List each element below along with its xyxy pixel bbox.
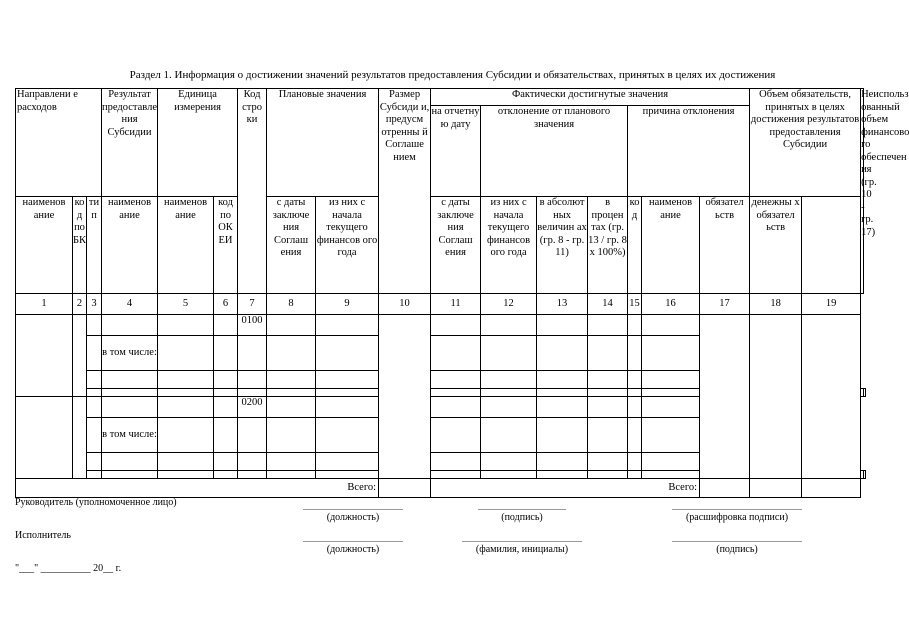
subheader-bk-code: ко д по БК: [73, 197, 87, 294]
column-number: 10: [379, 294, 431, 315]
column-number: 1: [16, 294, 73, 315]
executor-signature-caption: (подпись): [716, 544, 758, 555]
total-label: Всего:: [16, 479, 379, 498]
subheader-planned-since-agreement: с даты заключе ния Соглаш ения: [267, 197, 316, 294]
subheader-result-name: наименов ание: [102, 197, 158, 294]
subheader-obligations: обязател ьств: [700, 197, 750, 294]
subheader-absolute: в абсолют ных величин ах (гр. 8 - гр. 11): [537, 197, 588, 294]
subheader-money-obligations: денежны х обязател ьств: [750, 197, 802, 294]
column-number: 2: [73, 294, 87, 315]
column-number: 7: [238, 294, 267, 315]
column-number: 17: [700, 294, 750, 315]
header-unit: Единица измерения: [158, 89, 238, 197]
column-number: 3: [87, 294, 102, 315]
head-position-line[interactable]: [303, 509, 403, 510]
header-result: Результат предоставле ния Субсидии: [102, 89, 158, 197]
line-code-0200: 0200: [238, 397, 267, 418]
head-position-caption: (должность): [326, 512, 380, 523]
head-decoding-line[interactable]: [672, 509, 802, 510]
executor-label: Исполнитель: [15, 530, 71, 541]
executor-position-line[interactable]: [303, 541, 403, 542]
line-code-0100: 0100: [238, 315, 267, 336]
executor-signature-line[interactable]: [672, 541, 802, 542]
subheader-okei: код по ОК ЕИ: [214, 197, 238, 294]
subheader-unit-name: наименов ание: [158, 197, 214, 294]
head-signature-line[interactable]: [478, 509, 566, 510]
subheader-type: ти п: [87, 197, 102, 294]
header-planned: Плановые значения: [267, 89, 379, 197]
header-actual: Фактически достигнутые значения: [431, 89, 750, 106]
including-label: в том числе:: [102, 336, 158, 371]
column-number: 12: [481, 294, 537, 315]
subheader-direction-name: наименов ание: [16, 197, 73, 294]
executor-name-line[interactable]: [462, 541, 582, 542]
date-line[interactable]: "___" __________ 20__ г.: [15, 563, 122, 574]
header-direction: Направлени е расходов: [16, 89, 102, 197]
head-signature-caption: (подпись): [501, 512, 543, 523]
subheader-actual-since-agreement: с даты заключе ния Соглаш ения: [431, 197, 481, 294]
column-number: 8: [267, 294, 316, 315]
executor-name-caption: (фамилия, инициалы): [475, 544, 569, 555]
column-number: 19: [802, 294, 861, 315]
header-on-date: на отчетну ю дату: [431, 106, 481, 197]
subheader-reason-name: наименов ание: [642, 197, 700, 294]
column-number: 6: [214, 294, 238, 315]
header-subsidy-size: Размер Субсиди и, предусм отренны й Соглаше нием: [379, 89, 431, 294]
header-reason: причина отклонения: [628, 106, 750, 197]
header-line-code: Код стро ки: [238, 89, 267, 294]
subheader-planned-since-year: из них с начала текущего финансов ого года: [316, 197, 379, 294]
header-deviation: отклонение от планового значения: [481, 106, 628, 197]
column-number: 18: [750, 294, 802, 315]
column-number: 15: [628, 294, 642, 315]
section-title: Раздел 1. Информация о достижении значений результатов предоставления Субсидии и обязательствах, принятых в целях их достижения: [129, 69, 776, 81]
column-number: 5: [158, 294, 214, 315]
header-obligations: Объем обязательств, принятых в целях достижения результатов предоставления Субсидии: [750, 89, 861, 197]
subheader-percent: в процен тах (гр. 13 / гр. 8 х 100%): [588, 197, 628, 294]
head-label: Руководитель (уполномоченное лицо): [15, 497, 177, 508]
header-unused: Неиспольз ованный объем финансово го обеспечен ия (гр. 10 - гр. 17): [861, 89, 863, 294]
column-number: 13: [537, 294, 588, 315]
subheader-actual-since-year: из них с начала текущего финансов ого года: [481, 197, 537, 294]
head-decoding-caption: (расшифровка подписи): [685, 512, 789, 523]
column-number: 14: [588, 294, 628, 315]
subheader-reason-code: ко д: [628, 197, 642, 294]
column-number: 16: [642, 294, 700, 315]
column-number: 4: [102, 294, 158, 315]
including-label: в том числе:: [102, 418, 158, 453]
total-label: Всего:: [431, 479, 700, 498]
executor-position-caption: (должность): [326, 544, 380, 555]
column-number: 9: [316, 294, 379, 315]
column-number: 11: [431, 294, 481, 315]
